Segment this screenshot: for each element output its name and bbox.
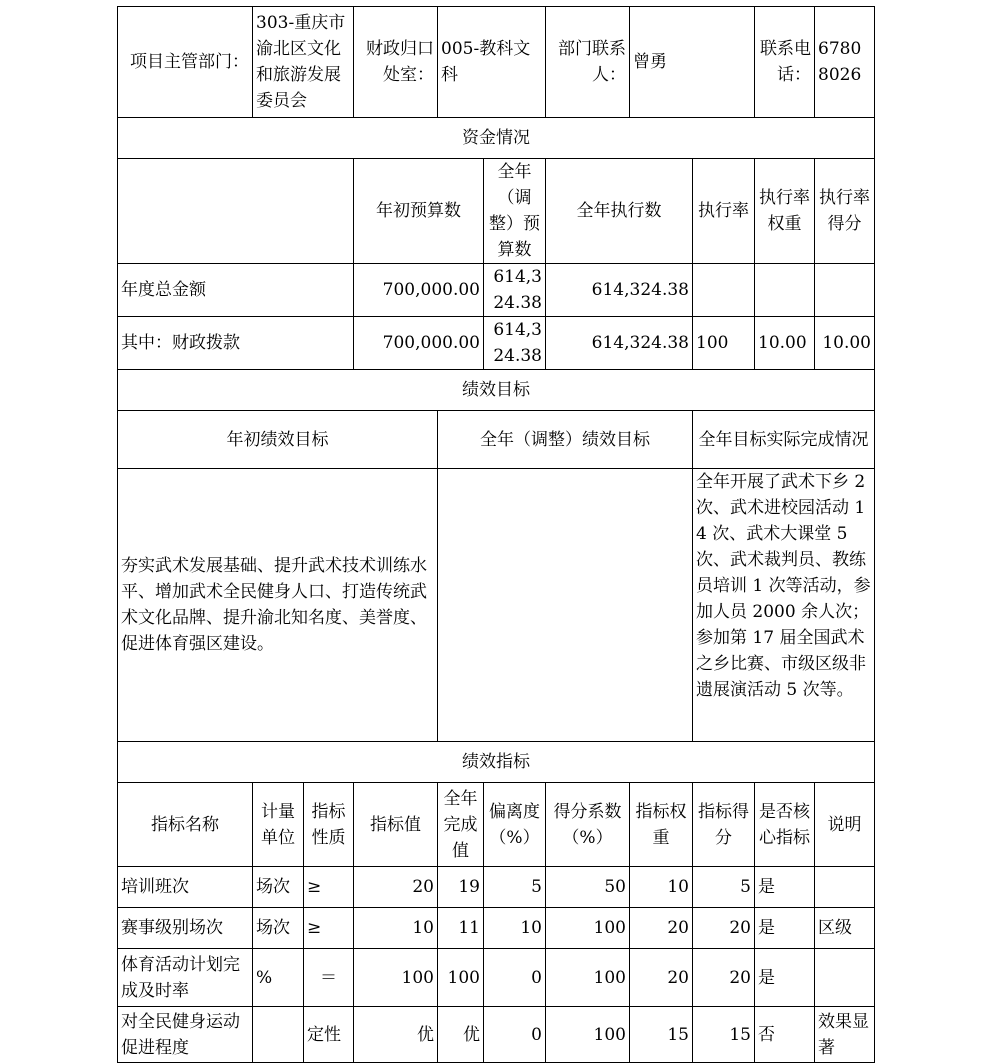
contact-label: 部门联系人： (546, 7, 630, 118)
ind-coefficient: 50 (546, 867, 630, 908)
ind-header: 偏离度（%） (484, 783, 546, 867)
ind-core: 否 (755, 1007, 815, 1063)
ind-actual: 优 (438, 1007, 484, 1063)
contact-value: 曾勇 (630, 7, 755, 118)
indicator-row (118, 949, 875, 1007)
funds-row-initial: 700,000.00 (354, 264, 484, 317)
ind-weight: 20 (630, 908, 693, 949)
ind-actual: 100 (438, 949, 484, 1007)
funds-row-label: 年度总金额 (118, 264, 354, 317)
header-row (118, 7, 875, 118)
funds-row-weight: 10.00 (755, 317, 815, 370)
ind-name: 培训班次 (118, 867, 253, 908)
funds-col-weight: 执行率权重 (755, 159, 815, 264)
goals-actual-text: 全年开展了武术下乡 2 次、武术进校园活动 14 次、武术大课堂 5 次、武术裁判员、教练员培训 1 次等活动，参加人员 2000 余人次；参加第 17 届全国武术之乡比赛、市级区级非遗展演活动 5 次等。 (693, 469, 875, 742)
funds-col-rate: 执行率 (693, 159, 755, 264)
ind-header: 是否核心指标 (755, 783, 815, 867)
funds-row-adjusted: 614,324.38 (484, 317, 546, 370)
goals-initial-text: 夯实武术发展基础、提升武术技术训练水平、增加武术全民健身人口、打造传统武术文化品牌、提升渝北知名度、美誉度、促进体育强区建设。 (118, 469, 438, 742)
ind-deviation: 10 (484, 908, 546, 949)
ind-header: 计量单位 (253, 783, 304, 867)
ind-weight: 15 (630, 1007, 693, 1063)
goals-header-row (118, 411, 875, 469)
funds-col-initial: 年初预算数 (354, 159, 484, 264)
ind-target: 20 (354, 867, 438, 908)
office-value: 005-教科文科 (438, 7, 546, 118)
funds-row-weight (755, 264, 815, 317)
dept-value: 303-重庆市渝北区文化和旅游发展委员会 (253, 7, 354, 118)
ind-note: 区级 (815, 908, 875, 949)
indicator-row (118, 1007, 875, 1063)
ind-header: 指标名称 (118, 783, 253, 867)
funds-row (118, 264, 875, 317)
ind-header: 指标值 (354, 783, 438, 867)
ind-name: 对全民健身运动促进程度 (118, 1007, 253, 1063)
ind-target: 10 (354, 908, 438, 949)
ind-weight: 10 (630, 867, 693, 908)
ind-target: 优 (354, 1007, 438, 1063)
ind-core: 是 (755, 908, 815, 949)
ind-score: 15 (693, 1007, 755, 1063)
indicator-row (118, 908, 875, 949)
ind-actual: 11 (438, 908, 484, 949)
goals-col-adjusted: 全年（调整）绩效目标 (438, 411, 693, 469)
goals-section-title: 绩效目标 (118, 370, 875, 411)
ind-header: 指标性质 (304, 783, 354, 867)
ind-actual: 19 (438, 867, 484, 908)
ind-deviation: 0 (484, 1007, 546, 1063)
funds-row-initial: 700,000.00 (354, 317, 484, 370)
goals-col-initial: 年初绩效目标 (118, 411, 438, 469)
ind-deviation: 5 (484, 867, 546, 908)
ind-target: 100 (354, 949, 438, 1007)
office-label: 财政归口处室： (354, 7, 438, 118)
funds-col-adjusted: 全年（调整）预算数 (484, 159, 546, 264)
ind-unit: 场次 (253, 908, 304, 949)
ind-name: 赛事级别场次 (118, 908, 253, 949)
ind-header: 说明 (815, 783, 875, 867)
ind-note (815, 949, 875, 1007)
funds-row (118, 317, 875, 370)
goals-adjusted-text (438, 469, 693, 742)
ind-unit: 场次 (253, 867, 304, 908)
ind-coefficient: 100 (546, 949, 630, 1007)
funds-row-executed: 614,324.38 (546, 317, 693, 370)
ind-name: 体育活动计划完成及时率 (118, 949, 253, 1007)
ind-core: 是 (755, 949, 815, 1007)
funds-header-blank (118, 159, 354, 264)
indicators-section-title: 绩效指标 (118, 742, 875, 783)
goals-content-row (118, 469, 875, 742)
ind-header: 得分系数（%） (546, 783, 630, 867)
ind-unit (253, 1007, 304, 1063)
dept-label: 项目主管部门： (118, 7, 253, 118)
ind-unit: % (253, 949, 304, 1007)
ind-header: 全年完成值 (438, 783, 484, 867)
goals-col-actual: 全年目标实际完成情况 (693, 411, 875, 469)
indicator-row (118, 867, 875, 908)
ind-deviation: 0 (484, 949, 546, 1007)
ind-nature: 定性 (304, 1007, 354, 1063)
funds-header-row (118, 159, 875, 264)
performance-report-table (117, 6, 875, 1063)
ind-header: 指标权重 (630, 783, 693, 867)
funds-col-score: 执行率得分 (815, 159, 875, 264)
ind-header: 指标得分 (693, 783, 755, 867)
ind-coefficient: 100 (546, 1007, 630, 1063)
ind-score: 20 (693, 908, 755, 949)
funds-col-executed: 全年执行数 (546, 159, 693, 264)
funds-section-title: 资金情况 (118, 118, 875, 159)
funds-row-score: 10.00 (815, 317, 875, 370)
phone-value: 67808026 (815, 7, 875, 118)
ind-weight: 20 (630, 949, 693, 1007)
funds-row-rate: 100 (693, 317, 755, 370)
ind-note: 效果显著 (815, 1007, 875, 1063)
ind-note (815, 867, 875, 908)
funds-row-score (815, 264, 875, 317)
funds-row-label: 其中：财政拨款 (118, 317, 354, 370)
ind-nature: ＝ (304, 949, 354, 1007)
ind-nature: ≥ (304, 867, 354, 908)
ind-score: 5 (693, 867, 755, 908)
ind-coefficient: 100 (546, 908, 630, 949)
ind-core: 是 (755, 867, 815, 908)
indicators-header-row (118, 783, 875, 867)
ind-nature: ≥ (304, 908, 354, 949)
funds-row-executed: 614,324.38 (546, 264, 693, 317)
funds-row-rate (693, 264, 755, 317)
ind-score: 20 (693, 949, 755, 1007)
funds-row-adjusted: 614,324.38 (484, 264, 546, 317)
phone-label: 联系电话： (755, 7, 815, 118)
